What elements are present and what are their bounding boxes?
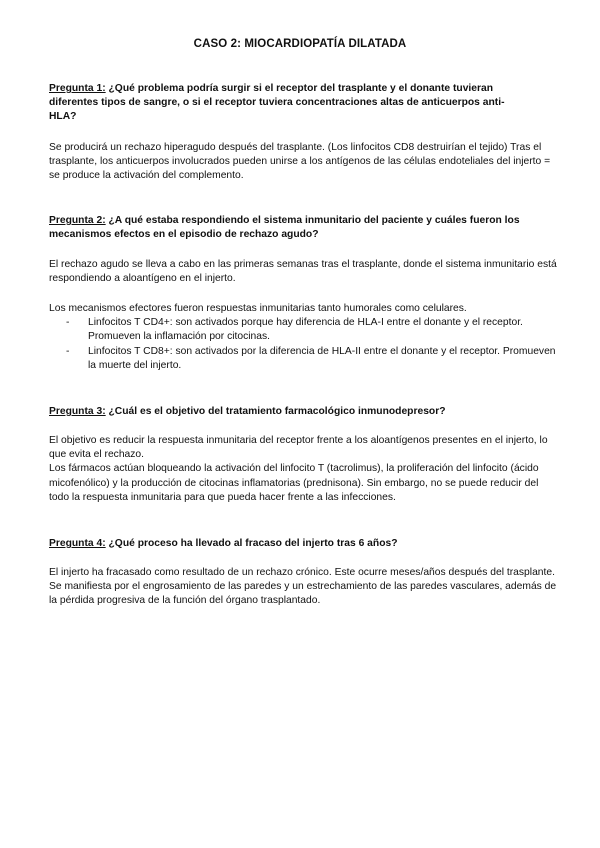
question-1 (49, 82, 529, 125)
document-title: CASO 2: MIOCARDIOPATÍA DILATADA (193, 38, 407, 50)
question-4-text: ¿Qué proceso ha llevado al fracaso del injerto tras 6 años? (105, 538, 398, 549)
answer-3-paragraph-1: El objetivo es reducir la respuesta inmunitaria del receptor frente a los aloantígenos presentes en el injerto, lo que evita el rechazo. (49, 435, 548, 461)
answer-2-paragraph-1: El rechazo agudo se lleva a cabo en las primeras semanas tras el trasplante, donde el sistema inmunitario está respondiendo a aloantígeno en el injerto. (49, 259, 557, 285)
answer-2 (49, 258, 559, 286)
answer-3-paragraph-2: Los fármacos actúan bloqueando la activación del linfocito T (tacrolimus), la proliferación del linfocito (ácido micofenólico) y la producción de citocinas inflamatorias (prednisona). Sin embargo, no se puede reducir del todo la respuesta inmunitaria para que pueda hacer frente a las infecciones. (49, 463, 539, 503)
question-3-label: Pregunta 3: (49, 406, 106, 417)
question-4 (49, 537, 559, 551)
answer-4 (49, 566, 559, 609)
question-2-text: ¿A qué estaba respondiendo el sistema inmunitario del paciente y cuáles fueron los mecanismos efectos en el episodio de rechazo agudo? (49, 215, 520, 241)
bullet-dash: - (66, 345, 70, 357)
list-item (49, 345, 559, 373)
answer-3 (49, 434, 559, 505)
answer-2-paragraph-2: Los mecanismos efectores fueron respuestas inmunitarias tanto humorales como celulares. (49, 303, 467, 314)
answer-2b (49, 302, 559, 373)
question-2 (49, 214, 564, 242)
question-3 (49, 405, 559, 419)
answer-1 (49, 141, 559, 184)
list-item (49, 316, 559, 344)
question-1-label: Pregunta 1: (49, 83, 106, 94)
bullet-dash: - (66, 317, 70, 329)
list-item-text: Linfocitos T CD8+: son activados por la diferencia de HLA-II entre el donante y el receptor. Promueven la muerte del injerto. (88, 345, 556, 371)
question-2-label: Pregunta 2: (49, 215, 106, 226)
answer-4-text: El injerto ha fracasado como resultado de un rechazo crónico. Este ocurre meses/años después del trasplante. Se manifiesta por el engrosamiento de las paredes y un estrechamiento de las paredes vasculares, además de la pérdida progresiva de la función del órgano trasplantado. (49, 567, 557, 607)
question-4-label: Pregunta 4: (49, 538, 106, 549)
answer-1-text: Se producirá un rechazo hiperagudo después del trasplante. (Los linfocitos CD8 destruirían el tejido) Tras el trasplante, los anticuerpos involucrados pueden unirse a los antígenos de las células endoteliales del injerto = se produce la activación del complemento. (49, 142, 551, 182)
effector-mechanisms-list (49, 316, 559, 373)
question-3-text: ¿Cuál es el objetivo del tratamiento farmacológico inmunodepresor? (105, 406, 446, 417)
list-item-text: Linfocitos T CD4+: son activados porque hay diferencia de HLA-I entre el donante y el receptor. Promueven la inflamación por citocinas. (88, 317, 523, 343)
question-1-text: ¿Qué problema podría surgir si el receptor del trasplante y el donante tuvieran diferentes tipos de sangre, o si el receptor tuviera concentraciones altas de anticuerpos anti-HLA? (49, 83, 505, 123)
